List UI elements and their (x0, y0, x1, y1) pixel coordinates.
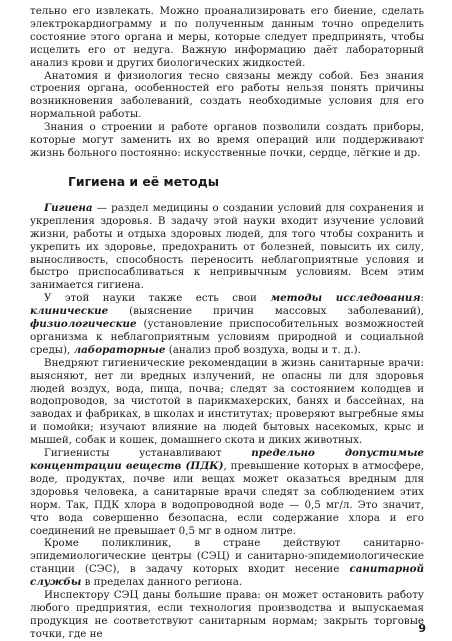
term-research-methods: методы исследования (270, 292, 421, 305)
term-sanitary-service: санитарной службы (30, 563, 424, 589)
text-fragment: , превышение которых в атмосфере, воде, продуктах, почве или вещах может оказаться вредным для здоровья человека, а санитарные врачи следят за соблюдением этих норм. Так, ПДК хлора в водопроводной воде — 0,5 мг/л. Это значит, что вода совершенно безопасна, если содержание хлора и его соединений не превышает 0,5 мг в одном литре. (30, 460, 424, 537)
term-pdk: предельно допустимые концентрации веществ (ПДК) (30, 447, 424, 472)
paragraph-research-methods (30, 292, 424, 357)
text-fragment: У этой науки также есть свои (44, 292, 271, 305)
body-text (30, 5, 424, 641)
text-fragment: Кроме поликлиник, в стране действуют санитарно-эпидемиологические центры (СЭЦ) и санитарно-эпидемиологические станции (СЭС), в задачу которых входит несение (30, 537, 424, 576)
page-number: 9 (418, 622, 426, 635)
text-fragment: (установление приспособительных возможностей организма к неблагоприятным условиям природной и социальной среды), (30, 318, 424, 356)
paragraph-continued: тельно его извлекать. Можно проанализировать его биение, сделать электрокардиограмму и по полученным данным точно определить состояние этого органа и меры, которые следует предпринять, чтобы исцелить его от недуга. Важную информацию даёт лабораторный анализ крови и других биологических жидкостей. (30, 5, 424, 69)
text-fragment: (выяснение причин массовых заболеваний), (108, 305, 424, 318)
paragraph-pdk (30, 447, 424, 537)
text-fragment: Гигиенисты устанавливают (44, 447, 252, 460)
paragraph-anatomy: Анатомия и физиология тесно связаны между собой. Без знания строения органа, особенностей его работы нельзя понять причины возникновения заболеваний, создать необходимые условия для его нормальной работы. (30, 69, 424, 121)
text-fragment: — раздел медицины о создании условий для сохранения и укрепления здоровья. В задачу этой науки входит изучение условий жизни, работы и отдыха здоровых людей, для того чтобы сохранить и укрепить их здоровье, предохранить от болезней, повысить их силу, выносливость, способность переносить неблагоприятные условия и быстро приспосабливаться к непривычным условиям. Всем этим занимается гигиена. (30, 201, 424, 292)
paragraph-hygiene-definition (30, 202, 424, 292)
paragraph-artificial-organs: Знания о строении и работе органов позволили создать приборы, которые могут заменить их во время операций или поддерживают жизнь больного постоянно: искусственные почки, сердце, лёгкие и др. (30, 121, 424, 159)
paragraph-ses (30, 537, 424, 589)
text-fragment: : (420, 292, 425, 305)
term-laboratory: лабораторные (73, 343, 166, 356)
term-physiological: физиологические (30, 318, 137, 331)
term-hygiene: Гигиена (44, 201, 93, 214)
paragraph-sanitary-doctors: Внедряют гигиенические рекомендации в жизнь санитарные врачи: выясняют, нет ли вредных излучений, не опасны ли для здоровья людей воздух, вода, пища, почва; следят за состоянием колодцев и водопроводов, за чистотой в парикмахерских, банях и бассейнах, на заводах и фабриках, в школах и институтах; проверяют выгребные ямы и помойки; изучают влияние на людей бытовых насекомых, крыс и мышей, собак и кошек, домашнего скота и диких животных. (30, 356, 424, 447)
paragraph-inspector: Инспектору СЭЦ даны большие права: он может остановить работу любого предприятия, если технология производства и выпускаемая продукция не соответствуют санитарным нормам; закрыть торговые точки, где не (30, 589, 424, 640)
text-fragment: (анализ проб воздуха, воды и т. д.). (165, 343, 361, 356)
term-clinical: клинические (30, 305, 109, 318)
text-fragment: в пределах данного региона. (81, 576, 243, 589)
section-heading: Гигиена и её методы (68, 173, 219, 189)
